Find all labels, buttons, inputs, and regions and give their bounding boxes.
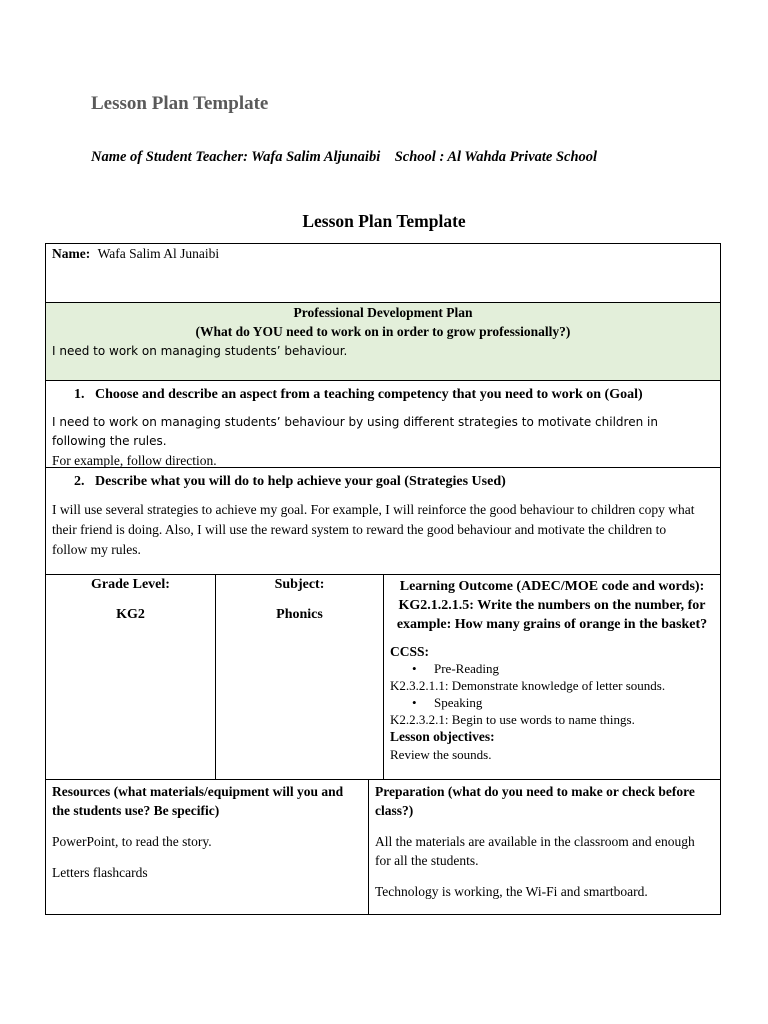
preparation-heading-line-1: Preparation (what do you need to make or check before — [375, 784, 695, 799]
resources-heading — [52, 782, 362, 820]
subject-value: Phonics — [276, 607, 323, 622]
grade-level-cell — [46, 575, 216, 780]
resources-heading-line-1: Resources (what materials/equipment will you and — [52, 784, 344, 799]
learning-outcome-line-3: example: How many grains of orange in the basket? — [396, 617, 708, 632]
student-teacher-line: Name of Student Teacher: Wafa Salim Aljunaibi School : Al Wahda Private School — [91, 149, 598, 165]
resources-item-1: PowerPoint, to read the story. — [52, 834, 212, 849]
professional-development-section — [45, 302, 721, 380]
strategies-text — [52, 500, 714, 560]
ccss-code-1: K2.3.2.1.1: Demonstrate knowledge of letter sounds. — [390, 678, 666, 693]
resources-cell — [46, 780, 369, 914]
strategies-section — [45, 467, 721, 574]
resources-heading-line-2: the students use? Be specific) — [52, 803, 220, 818]
name-value: Wafa Salim Al Junaibi — [97, 246, 220, 261]
document-title: Lesson Plan Template — [91, 93, 269, 114]
pd-title: Professional Development Plan — [293, 305, 473, 320]
lesson-plan-title: Lesson Plan Template — [302, 211, 466, 231]
goal-section — [45, 380, 721, 467]
lesson-objectives-text: Review the sounds. — [390, 747, 492, 762]
preparation-paragraph-1 — [375, 832, 714, 870]
grade-level-value: KG2 — [116, 607, 145, 622]
strategies-line-3: follow my rules. — [52, 542, 141, 557]
strategies-line-2: their friend is doing. Also, I will use the reward system to reward the good behaviour and motivate the children to — [52, 522, 667, 537]
ccss-code-2: K2.2.3.2.1: Begin to use words to name things. — [390, 712, 635, 727]
lesson-objectives-label: Lesson objectives: — [390, 729, 495, 744]
ccss-bullet-speaking — [412, 694, 714, 711]
goal-line-2: For example, follow direction. — [52, 453, 217, 468]
bullet-icon: • — [412, 661, 417, 676]
lesson-details-row — [45, 574, 721, 780]
bullet-text: Pre-Reading — [434, 661, 499, 676]
name-section — [45, 243, 721, 302]
learning-outcome-heading — [390, 577, 714, 634]
bullet-icon: • — [412, 695, 417, 710]
preparation-cell — [369, 780, 720, 914]
pd-text: I need to work on managing students’ behaviour. — [52, 344, 348, 358]
goal-heading: 1. Choose and describe an aspect from a teaching competency that you need to work on (Goal) — [74, 387, 643, 402]
resources-item-2: Letters flashcards — [52, 865, 148, 880]
subject-label: Subject: — [274, 577, 325, 592]
name-label: Name: — [52, 246, 91, 261]
goal-text — [52, 413, 714, 470]
learning-outcome-line-1: Learning Outcome (ADEC/MOE code and words): — [399, 579, 705, 594]
preparation-heading-line-2: class?) — [375, 803, 414, 818]
preparation-p1-line-2: for all the students. — [375, 853, 479, 868]
ccss-label: CCSS: — [390, 644, 430, 659]
goal-line-1: I need to work on managing students’ behaviour by using different strategies to motivate children in following the rules. — [52, 415, 658, 448]
learning-outcome-line-2: KG2.1.2.1.5: Write the numbers on the number, for — [398, 598, 706, 613]
subject-cell — [216, 575, 384, 780]
preparation-paragraph-2: Technology is working, the Wi-Fi and smartboard. — [375, 884, 648, 899]
preparation-p1-line-1: All the materials are available in the classroom and enough — [375, 834, 695, 849]
strategies-line-1: I will use several strategies to achieve my goal. For example, I will reinforce the good behaviour to children copy what — [52, 502, 695, 517]
bullet-text: Speaking — [434, 695, 483, 710]
pd-subtitle: (What do YOU need to work on in order to grow professionally?) — [195, 324, 571, 339]
ccss-bullet-pre-reading — [412, 660, 714, 677]
learning-outcome-cell — [384, 575, 720, 780]
preparation-heading — [375, 782, 714, 820]
grade-level-label: Grade Level: — [91, 577, 170, 592]
resources-preparation-row — [45, 779, 721, 915]
strategies-heading: 2. Describe what you will do to help achieve your goal (Strategies Used) — [74, 474, 506, 489]
